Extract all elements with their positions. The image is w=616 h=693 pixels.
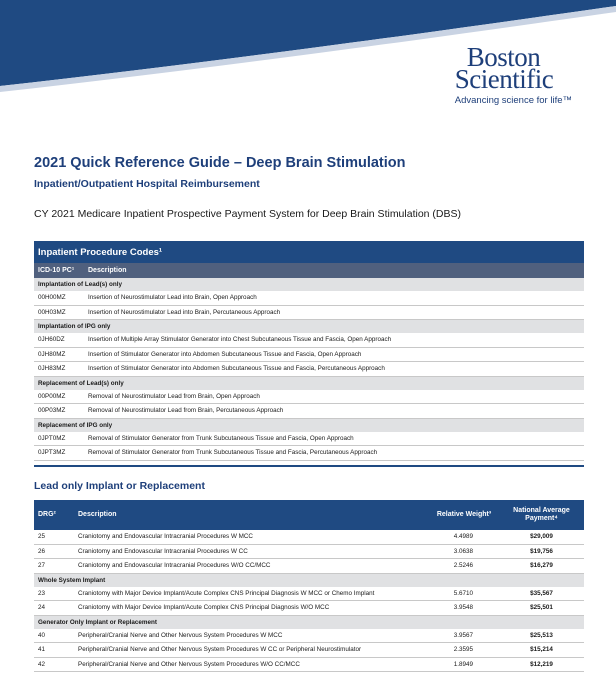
drg-cell: 41 — [34, 643, 74, 658]
group-row — [34, 418, 584, 432]
payment-cell: $16,279 — [499, 559, 584, 574]
payment-cell: $25,501 — [499, 601, 584, 616]
icd-code-cell: 00P00MZ — [34, 390, 84, 404]
table-row — [34, 305, 584, 320]
table-row — [34, 530, 584, 544]
description-cell: Craniotomy and Endovascular Intracranial Procedures W/O CC/MCC — [74, 559, 429, 574]
table-bottom-rule — [34, 465, 584, 467]
description-cell: Craniotomy with Major Device Implant/Acute Complex CNS Principal Diagnosis W MCC or Chemo Implant — [74, 587, 429, 601]
description-cell: Removal of Stimulator Generator from Trunk Subcutaneous Tissue and Fascia, Open Approach — [84, 432, 584, 446]
group-row — [34, 573, 584, 587]
payment-cell: $35,567 — [499, 587, 584, 601]
group-row — [34, 376, 584, 390]
description-cell: Peripheral/Cranial Nerve and Other Nervous System Procedures W MCC — [74, 629, 429, 643]
drg-cell: 23 — [34, 587, 74, 601]
table-row — [34, 643, 584, 658]
logo-tagline: Advancing science for life™ — [454, 95, 572, 106]
table-row — [34, 544, 584, 559]
page-subtitle: Inpatient/Outpatient Hospital Reimbursement — [34, 178, 260, 190]
table-row — [34, 333, 584, 347]
description-cell: Insertion of Neurostimulator Lead into Brain, Open Approach — [84, 291, 584, 305]
payment-cell: $25,513 — [499, 629, 584, 643]
icd-code-cell: 0JPT0MZ — [34, 432, 84, 446]
page-title: 2021 Quick Reference Guide – Deep Brain Stimulation — [34, 155, 406, 171]
description-cell: Peripheral/Cranial Nerve and Other Nervous System Procedures W CC or Peripheral Neurostimulator — [74, 643, 429, 658]
icd-code-cell: 00H00MZ — [34, 291, 84, 305]
payment-cell: $19,756 — [499, 544, 584, 559]
table-header-row — [34, 500, 584, 530]
icd-code-cell: 0JPT3MZ — [34, 446, 84, 461]
description-cell: Craniotomy with Major Device Implant/Acute Complex CNS Principal Diagnosis W/O MCC — [74, 601, 429, 616]
description-cell: Insertion of Stimulator Generator into Abdomen Subcutaneous Tissue and Fascia, Percutaneous Approach — [84, 362, 584, 377]
description-cell: Craniotomy and Endovascular Intracranial Procedures W MCC — [74, 530, 429, 544]
icd-code-cell: 0JH60DZ — [34, 333, 84, 347]
relative-weight-cell: 3.9567 — [429, 629, 499, 643]
table-row — [34, 446, 584, 461]
table-title-row — [34, 241, 584, 263]
col-header-relative-weight: Relative Weight³ — [429, 500, 499, 530]
description-cell: Peripheral/Cranial Nerve and Other Nervous System Procedures W/O CC/MCC — [74, 657, 429, 672]
relative-weight-cell: 5.6710 — [429, 587, 499, 601]
description-cell: Craniotomy and Endovascular Intracranial Procedures W CC — [74, 544, 429, 559]
group-label: Generator Only Implant or Replacement — [34, 615, 584, 629]
col-header-drg: DRG² — [34, 500, 74, 530]
table-row — [34, 404, 584, 419]
description-cell: Removal of Stimulator Generator from Trunk Subcutaneous Tissue and Fascia, Percutaneous Approach — [84, 446, 584, 461]
description-cell: Insertion of Stimulator Generator into Abdomen Subcutaneous Tissue and Fascia, Open Approach — [84, 347, 584, 362]
logo-line-1: Boston — [466, 42, 541, 72]
payment-cell: $15,214 — [499, 643, 584, 658]
icd-code-cell: 00H03MZ — [34, 305, 84, 320]
col-header-national-average-payment: National Average Payment⁴ — [499, 500, 584, 530]
table-row — [34, 432, 584, 446]
drg-cell: 26 — [34, 544, 74, 559]
cy-heading: CY 2021 Medicare Inpatient Prospective Payment System for Deep Brain Stimulation (DBS) — [34, 208, 462, 220]
description-cell: Removal of Neurostimulator Lead from Brain, Open Approach — [84, 390, 584, 404]
drg-cell: 24 — [34, 601, 74, 616]
group-row — [34, 320, 584, 334]
relative-weight-cell: 3.9548 — [429, 601, 499, 616]
relative-weight-cell: 4.4989 — [429, 530, 499, 544]
table-row — [34, 601, 584, 616]
inpatient-table-title: Inpatient Procedure Codes¹ — [34, 241, 584, 263]
table-row — [34, 362, 584, 377]
description-cell: Removal of Neurostimulator Lead from Brain, Percutaneous Approach — [84, 404, 584, 419]
group-label: Replacement of Lead(s) only — [34, 376, 584, 390]
group-row — [34, 278, 584, 291]
logo-line-2: Scientific — [454, 64, 554, 94]
description-cell: Insertion of Neurostimulator Lead into Brain, Percutaneous Approach — [84, 305, 584, 320]
col-header-description: Description — [74, 500, 429, 530]
inpatient-codes-table — [34, 241, 584, 461]
relative-weight-cell: 1.8949 — [429, 657, 499, 672]
drg-table — [34, 500, 584, 672]
section-heading: Lead only Implant or Replacement — [34, 480, 205, 492]
table-row — [34, 390, 584, 404]
relative-weight-cell: 2.5246 — [429, 559, 499, 574]
payment-cell: $29,009 — [499, 530, 584, 544]
group-label: Replacement of IPG only — [34, 418, 584, 432]
icd-code-cell: 0JH83MZ — [34, 362, 84, 377]
brand-logo — [454, 42, 572, 106]
drg-cell: 27 — [34, 559, 74, 574]
table-row — [34, 291, 584, 305]
relative-weight-cell: 3.0638 — [429, 544, 499, 559]
table-row — [34, 629, 584, 643]
group-row — [34, 615, 584, 629]
table-header-row — [34, 263, 584, 278]
group-label: Whole System Implant — [34, 573, 584, 587]
table-row — [34, 587, 584, 601]
table-row — [34, 559, 584, 574]
icd-code-cell: 00P03MZ — [34, 404, 84, 419]
description-cell: Insertion of Multiple Array Stimulator Generator into Chest Subcutaneous Tissue and Fascia, Open Approach — [84, 333, 584, 347]
drg-cell: 40 — [34, 629, 74, 643]
group-label: Implantation of Lead(s) only — [34, 278, 584, 291]
drg-cell: 25 — [34, 530, 74, 544]
payment-cell: $12,219 — [499, 657, 584, 672]
col-header-code: ICD-10 PC¹ — [34, 263, 84, 278]
relative-weight-cell: 2.3595 — [429, 643, 499, 658]
drg-cell: 42 — [34, 657, 74, 672]
table-row — [34, 657, 584, 672]
col-header-description: Description — [84, 263, 584, 278]
group-label: Implantation of IPG only — [34, 320, 584, 334]
icd-code-cell: 0JH80MZ — [34, 347, 84, 362]
table-row — [34, 347, 584, 362]
